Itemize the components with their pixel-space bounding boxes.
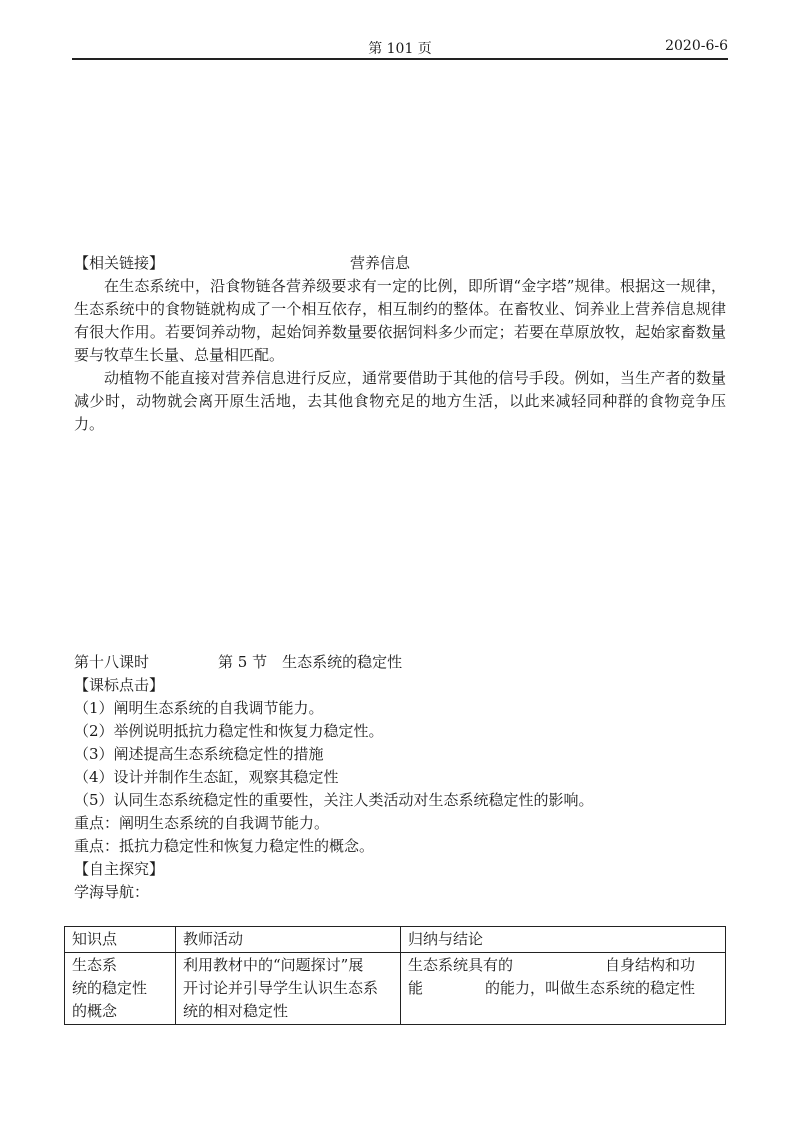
conclusion-text: 自身结构和功 bbox=[605, 956, 696, 974]
table-header-topic: 知识点 bbox=[65, 927, 176, 953]
topic-cell bbox=[65, 953, 176, 1025]
study-guide-table bbox=[64, 926, 726, 1025]
standard-item-3: （3）阐述提高生态系统稳定性的措施 bbox=[74, 745, 324, 763]
table-header-row bbox=[65, 927, 726, 953]
activity-cell bbox=[176, 953, 401, 1025]
lesson-section bbox=[74, 651, 726, 904]
table-header-activity: 教师活动 bbox=[176, 927, 401, 953]
link-paragraph-1: 在生态系统中，沿食物链各营养级要求有一定的比例，即所谓“金字塔”规律。根据这一规律，生态系统中的食物链就构成了一个相互依存，相互制约的整体。在畜牧业、饲养业上营养信息规律有很大作用。若要饲养动物，起始饲养数量要依据饲料多少而定；若要在草原放牧，起始家畜数量要与牧草生长量、总量相匹配。 bbox=[74, 277, 726, 364]
conclusion-line bbox=[408, 954, 718, 977]
lesson-period: 第十八课时 bbox=[74, 653, 150, 671]
activity-line: 开讨论并引导学生认识生态系 bbox=[183, 979, 379, 997]
topic-line: 统的稳定性 bbox=[72, 979, 148, 997]
related-link-heading bbox=[74, 252, 726, 275]
conclusion-text: 生态系统具有的 bbox=[408, 956, 514, 974]
conclusion-line bbox=[408, 977, 718, 1000]
topic-line: 的概念 bbox=[72, 1002, 118, 1020]
nav-label: 学海导航： bbox=[74, 883, 150, 901]
table-row bbox=[65, 953, 726, 1025]
activity-line: 利用教材中的“问题探讨”展 bbox=[183, 956, 364, 974]
related-link-title: 营养信息 bbox=[350, 254, 411, 272]
explore-label: 【自主探究】 bbox=[74, 860, 165, 878]
lesson-section-title: 第 5 节 生态系统的稳定性 bbox=[218, 653, 403, 671]
standard-item-4: （4）设计并制作生态缸，观察其稳定性 bbox=[74, 768, 339, 786]
topic-line: 生态系 bbox=[72, 956, 118, 974]
page-number: 第 101 页 bbox=[368, 41, 432, 57]
lesson-heading bbox=[74, 651, 726, 674]
link-paragraph-2: 动植物不能直接对营养信息进行反应，通常要借助于其他的信号手段。例如，当生产者的数量减少时，动物就会离开原生活地，去其他食物充足的地方生活，以此来减轻同种群的食物竞争压力。 bbox=[74, 369, 726, 433]
key-point-2: 重点：抵抗力稳定性和恢复力稳定性的概念。 bbox=[74, 837, 375, 855]
conclusion-text: 能 bbox=[408, 979, 424, 997]
standard-item-5: （5）认同生态系统稳定性的重要性，关注人类活动对生态系统稳定性的影响。 bbox=[74, 791, 594, 809]
activity-line: 统的相对稳定性 bbox=[183, 1002, 289, 1020]
header-rule bbox=[72, 58, 728, 60]
page-header bbox=[72, 36, 728, 58]
conclusion-text: 的能力，叫做生态系统的稳定性 bbox=[485, 979, 696, 997]
related-link-label: 【相关链接】 bbox=[74, 254, 165, 272]
table-header-conclusion: 归纳与结论 bbox=[401, 927, 726, 953]
key-point-1: 重点：阐明生态系统的自我调节能力。 bbox=[74, 814, 330, 832]
standards-label: 【课标点击】 bbox=[74, 676, 165, 694]
conclusion-cell bbox=[401, 953, 726, 1025]
standard-item-1: （1）阐明生态系统的自我调节能力。 bbox=[74, 699, 324, 717]
related-link-section bbox=[74, 252, 726, 436]
standard-item-2: （2）举例说明抵抗力稳定性和恢复力稳定性。 bbox=[74, 722, 384, 740]
header-date: 2020-6-6 bbox=[665, 38, 728, 54]
